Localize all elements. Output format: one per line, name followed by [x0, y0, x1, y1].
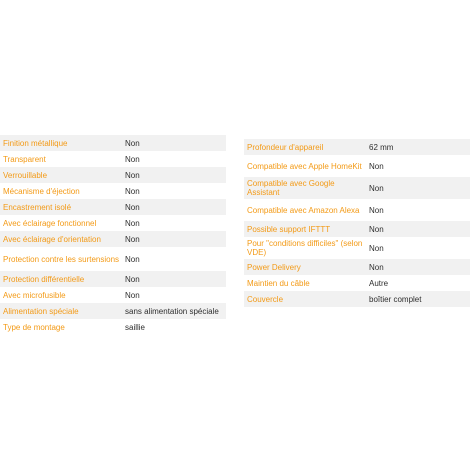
table-row: [0, 303, 226, 319]
spec-value: Autre: [369, 278, 389, 288]
spec-label: Type de montage: [3, 322, 65, 332]
spec-value: Non: [366, 221, 470, 237]
spec-label: Protection différentielle: [0, 271, 122, 287]
spec-value: Non: [369, 205, 384, 215]
table-row: [0, 167, 226, 183]
table-row: [0, 247, 226, 271]
specs-table-left: [0, 135, 226, 335]
spec-label: Finition métallique: [0, 135, 122, 151]
spec-value: Non: [125, 254, 140, 264]
table-row: [0, 319, 226, 335]
table-row: [244, 155, 470, 177]
spec-value: Non: [122, 167, 226, 183]
spec-value: saillie: [125, 322, 146, 332]
table-row: [244, 221, 470, 237]
spec-value: Non: [369, 161, 384, 171]
spec-value: Non: [369, 243, 384, 253]
table-row: [0, 199, 226, 215]
spec-label: Power Delivery: [244, 259, 366, 275]
spec-value: Non: [122, 199, 226, 215]
spec-value: Non: [122, 271, 226, 287]
spec-label: Avec éclairage fonctionnel: [3, 218, 97, 228]
spec-label: Profondeur d'appareil: [244, 139, 366, 155]
spec-label: Avec éclairage d'orientation: [0, 231, 122, 247]
spec-label: Possible support IFTTT: [244, 221, 366, 237]
table-row: [0, 271, 226, 287]
spec-value: sans alimentation spéciale: [122, 303, 226, 319]
spec-label: Mécanisme d'éjection: [3, 186, 80, 196]
spec-value: Non: [125, 186, 140, 196]
spec-label: Encastrement isolé: [0, 199, 122, 215]
table-row: [244, 237, 470, 259]
table-row: [244, 291, 470, 307]
spec-label: Verrouillable: [0, 167, 122, 183]
spec-value: Non: [122, 231, 226, 247]
table-row: [244, 275, 470, 291]
specs-table-right: [244, 139, 470, 307]
table-row: [0, 215, 226, 231]
spec-label: Avec microfusible: [3, 290, 66, 300]
spec-value: Non: [366, 177, 470, 199]
table-row: [0, 183, 226, 199]
spec-value: Non: [125, 218, 140, 228]
spec-label: Pour "conditions difficiles" (selon VDE): [247, 239, 363, 257]
spec-value: Non: [125, 290, 140, 300]
spec-value: boîtier complet: [366, 291, 470, 307]
spec-label: Compatible avec Amazon Alexa: [247, 205, 360, 215]
spec-label: Protection contre les surtensions: [3, 254, 120, 264]
spec-label: Compatible avec Google Assistant: [244, 177, 366, 199]
spec-label: Couvercle: [244, 291, 366, 307]
table-row: [244, 259, 470, 275]
spec-value: Non: [366, 259, 470, 275]
table-row: [244, 139, 470, 155]
spec-label: Alimentation spéciale: [0, 303, 122, 319]
spec-value: Non: [125, 154, 140, 164]
table-row: [0, 151, 226, 167]
table-row: [0, 231, 226, 247]
spec-label: Transparent: [3, 154, 46, 164]
spec-label: Maintien du câble: [247, 278, 310, 288]
table-row: [244, 199, 470, 221]
table-row: [244, 177, 470, 199]
spec-value: 62 mm: [366, 139, 470, 155]
spec-label: Compatible avec Apple HomeKit: [247, 161, 362, 171]
spec-value: Non: [122, 135, 226, 151]
table-row: [0, 135, 226, 151]
table-row: [0, 287, 226, 303]
